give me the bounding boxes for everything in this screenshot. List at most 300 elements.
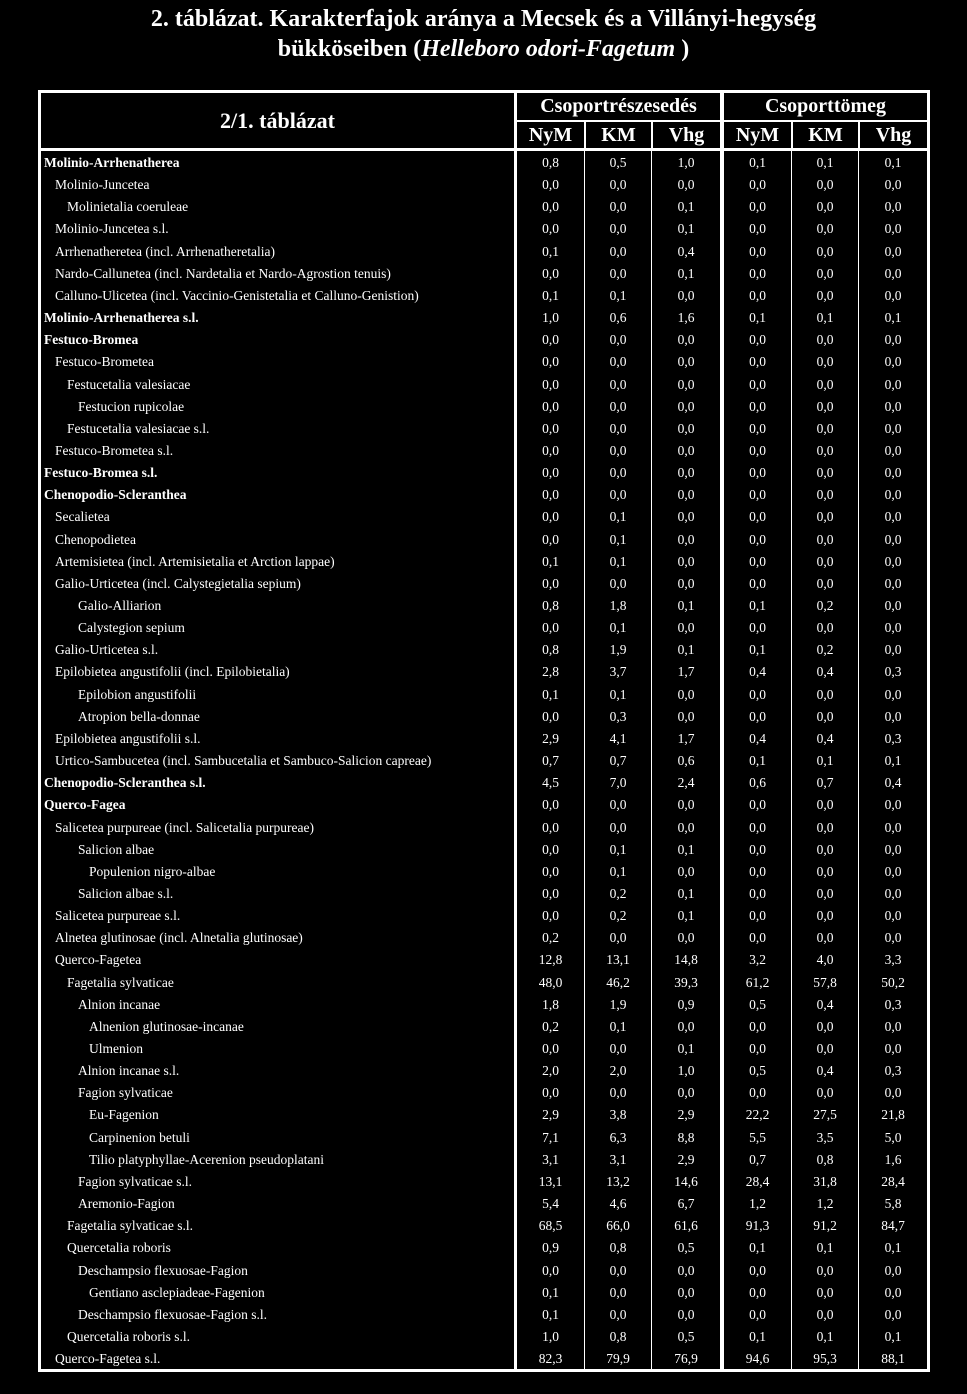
row-value: 2,0	[542, 1063, 559, 1079]
row-value: 0,1	[816, 155, 834, 170]
row-value: 0,0	[749, 420, 766, 436]
col-header-vhg-2: Vhg	[875, 123, 912, 146]
table-row	[41, 595, 927, 617]
row-value: 0,0	[884, 1041, 902, 1056]
row-value: 0,0	[677, 531, 695, 547]
row-value: 0,0	[609, 1262, 627, 1278]
row-value: 6,3	[609, 1129, 627, 1145]
row-value: 1,0	[677, 1063, 695, 1079]
row-value: 0,0	[609, 398, 627, 414]
row-value: 0,0	[677, 354, 695, 370]
row-value: 0,0	[884, 797, 902, 813]
row-label: Artemisietea (incl. Artemisietalia et Arction lappae)	[55, 553, 335, 569]
row-value: 0,0	[609, 1085, 627, 1101]
row-value: 5,5	[749, 1129, 766, 1145]
row-label: Deschampsio flexuosae-Fagion s.l.	[78, 1306, 267, 1322]
row-value: 0,0	[749, 332, 766, 348]
row-value: 0,0	[749, 797, 766, 813]
row-value: 0,1	[609, 287, 627, 303]
row-label: Ulmenion	[89, 1041, 143, 1056]
row-value: 0,0	[884, 509, 902, 525]
group-header-csoportreszesedes: Csoportrészesedés	[540, 95, 697, 117]
row-label: Arrhenatheretea (incl. Arrhenatheretalia)	[55, 243, 275, 259]
row-value: 0,0	[816, 1085, 834, 1101]
row-label: Populenion nigro-albae	[89, 863, 216, 879]
row-label: Galio-Alliarion	[78, 598, 162, 613]
col-header-vhg-1: Vhg	[668, 123, 705, 146]
col-header-nym-1: NyM	[528, 123, 573, 146]
row-value: 3,2	[749, 952, 766, 968]
row-value: 0,0	[677, 930, 695, 946]
row-value: 0,0	[542, 885, 559, 901]
row-value: 0,0	[884, 863, 902, 879]
row-label: Festucetalia valesiacae s.l.	[67, 420, 210, 436]
row-value: 0,0	[816, 221, 834, 237]
row-value: 28,4	[745, 1173, 770, 1189]
table-row	[41, 684, 927, 706]
row-label: Fagion sylvaticae s.l.	[78, 1173, 192, 1189]
row-value: 0,0	[749, 863, 766, 879]
row-value: 0,0	[677, 797, 695, 813]
row-value: 0,0	[609, 265, 627, 281]
row-value: 0,0	[884, 642, 902, 658]
table-row	[41, 1038, 927, 1060]
table-row	[41, 661, 927, 683]
row-label: Chenopodio-Scleranthea s.l.	[44, 775, 206, 791]
row-value: 1,0	[542, 310, 559, 326]
row-label: Epilobietea angustifolii (incl. Epilobietalia)	[55, 664, 290, 680]
row-label: Galio-Urticetea s.l.	[55, 642, 159, 658]
row-value: 0,0	[884, 598, 902, 613]
table-row	[41, 949, 927, 971]
row-value: 0,0	[542, 863, 559, 879]
row-value: 0,0	[884, 465, 902, 481]
row-value: 13,1	[538, 1173, 563, 1189]
row-value: 0,0	[542, 841, 559, 857]
row-value: 0,0	[816, 376, 834, 392]
row-label: Festucetalia valesiacae	[67, 376, 191, 392]
row-value: 0,0	[816, 841, 834, 857]
row-value: 1,7	[677, 730, 695, 746]
row-value: 0,8	[542, 155, 559, 170]
row-value: 0,0	[542, 332, 559, 348]
row-value: 1,2	[816, 1196, 834, 1212]
row-value: 0,0	[749, 354, 766, 370]
row-label: Atropion bella-donnae	[78, 708, 200, 724]
row-label: Alnion incanae	[78, 996, 161, 1012]
row-value: 95,3	[813, 1351, 837, 1367]
row-value: 0,0	[749, 885, 766, 901]
row-value: 0,0	[542, 708, 559, 724]
table-header	[41, 93, 927, 151]
row-value: 0,0	[677, 509, 695, 525]
row-value: 0,6	[609, 310, 627, 326]
row-value: 0,4	[816, 1063, 834, 1079]
row-value: 0,4	[816, 664, 834, 680]
row-label: Carpinenion betuli	[89, 1129, 190, 1145]
row-value: 0,0	[816, 531, 834, 547]
row-value: 0,7	[749, 1151, 766, 1167]
row-value: 0,5	[749, 996, 766, 1012]
row-value: 1,8	[542, 996, 559, 1012]
row-value: 0,1	[542, 553, 559, 569]
row-value: 0,0	[542, 376, 559, 392]
row-value: 0,0	[816, 1018, 834, 1034]
row-value: 0,7	[816, 775, 834, 791]
row-value: 2,9	[542, 730, 559, 746]
row-value: 88,1	[881, 1351, 905, 1367]
row-label: Epilobion angustifolii	[78, 686, 197, 702]
row-value: 1,9	[609, 642, 627, 658]
row-value: 0,1	[884, 310, 902, 326]
page-title	[0, 4, 967, 64]
row-value: 0,0	[677, 686, 695, 702]
col-header-nym-2: NyM	[735, 123, 780, 146]
row-value: 0,0	[884, 1306, 902, 1322]
row-value: 1,8	[609, 598, 627, 613]
row-label: Epilobietea angustifolii s.l.	[55, 730, 201, 746]
row-label: Tilio platyphyllae-Acerenion pseudoplatani	[89, 1151, 324, 1167]
row-value: 0,1	[609, 1018, 627, 1034]
col-header-km-2: KM	[808, 123, 843, 146]
row-label: Querco-Fagetea	[55, 952, 142, 968]
row-value: 0,1	[884, 1240, 902, 1256]
table-row	[41, 1237, 927, 1259]
table-row	[41, 529, 927, 551]
row-value: 0,0	[677, 487, 695, 503]
row-value: 0,2	[542, 1018, 559, 1034]
row-value: 0,0	[749, 1284, 766, 1300]
row-label: Urtico-Sambucetea (incl. Sambucetalia et Sambuco-Salicion capreae)	[55, 753, 432, 769]
row-label: Molinio-Juncetea s.l.	[55, 221, 169, 237]
row-value: 0,0	[542, 420, 559, 436]
row-value: 0,0	[749, 930, 766, 946]
row-value: 0,1	[816, 1240, 834, 1256]
row-value: 0,1	[542, 1284, 559, 1300]
row-value: 2,0	[609, 1063, 627, 1079]
row-value: 0,0	[609, 199, 627, 215]
row-value: 1,6	[884, 1151, 902, 1167]
row-label: Aremonio-Fagion	[78, 1196, 175, 1212]
row-value: 0,0	[749, 686, 766, 702]
row-value: 0,0	[609, 1041, 627, 1056]
table-row	[41, 1016, 927, 1038]
row-label: Festucion rupicolae	[78, 398, 185, 414]
row-value: 13,2	[606, 1173, 630, 1189]
row-value: 48,0	[538, 974, 563, 990]
row-value: 0,0	[677, 1284, 695, 1300]
row-value: 1,0	[677, 155, 695, 170]
row-value: 0,1	[884, 1328, 902, 1344]
row-value: 0,0	[816, 553, 834, 569]
row-value: 91,3	[745, 1218, 770, 1234]
row-value: 0,0	[677, 1306, 695, 1322]
row-value: 0,1	[677, 598, 695, 613]
row-label: Chenopodietea	[55, 531, 136, 547]
table-row	[41, 152, 927, 174]
row-label: Molinietalia coeruleae	[67, 199, 189, 215]
row-value: 0,0	[884, 1085, 902, 1101]
row-value: 0,0	[609, 243, 627, 259]
row-label: Molinio-Arrhenatherea	[44, 155, 180, 170]
row-label: Alnetea glutinosae (incl. Alnetalia glutinosae)	[55, 930, 303, 946]
row-value: 0,0	[677, 376, 695, 392]
table-row	[41, 728, 927, 750]
row-value: 2,9	[677, 1107, 695, 1123]
row-label: Secalietea	[55, 509, 110, 525]
row-value: 0,1	[677, 841, 695, 857]
row-label: Salicion albae s.l.	[78, 885, 174, 901]
table-row	[41, 506, 927, 528]
row-value: 0,1	[677, 199, 695, 215]
title-line-2-post: )	[675, 36, 690, 62]
row-value: 0,0	[816, 265, 834, 281]
row-value: 0,0	[749, 908, 766, 924]
row-value: 0,9	[677, 996, 695, 1012]
row-value: 0,0	[884, 819, 902, 835]
title-line-2	[0, 34, 967, 64]
row-value: 0,0	[884, 354, 902, 370]
row-label: Festuco-Bromea	[44, 332, 139, 348]
row-value: 0,4	[816, 996, 834, 1012]
row-value: 0,1	[677, 1041, 695, 1056]
row-value: 0,2	[816, 598, 834, 613]
row-value: 14,6	[674, 1173, 698, 1189]
row-value: 0,0	[542, 531, 559, 547]
table-row	[41, 1082, 927, 1104]
table-row	[41, 285, 927, 307]
row-value: 0,0	[884, 908, 902, 924]
row-value: 50,2	[881, 974, 905, 990]
row-value: 0,6	[749, 775, 766, 791]
row-value: 0,0	[816, 686, 834, 702]
row-value: 0,0	[749, 1018, 766, 1034]
row-value: 0,3	[884, 1063, 902, 1079]
row-value: 0,2	[816, 642, 834, 658]
row-value: 0,0	[749, 553, 766, 569]
row-value: 3,8	[609, 1107, 627, 1123]
row-value: 3,7	[609, 664, 627, 680]
row-value: 0,0	[677, 819, 695, 835]
row-value: 0,0	[677, 1085, 695, 1101]
row-value: 0,0	[884, 1284, 902, 1300]
row-value: 0,0	[884, 199, 902, 215]
table-row	[41, 1215, 927, 1237]
row-value: 31,8	[813, 1173, 837, 1189]
row-value: 0,0	[542, 819, 559, 835]
row-value: 0,1	[542, 243, 559, 259]
row-value: 0,0	[749, 1041, 766, 1056]
table-row	[41, 1171, 927, 1193]
row-value: 0,1	[749, 155, 766, 170]
table-row	[41, 861, 927, 883]
row-value: 0,1	[677, 221, 695, 237]
row-value: 0,3	[884, 996, 902, 1012]
row-value: 0,0	[542, 199, 559, 215]
row-value: 0,3	[609, 708, 627, 724]
row-label: Alnenion glutinosae-incanae	[89, 1018, 244, 1034]
row-value: 0,8	[609, 1328, 627, 1344]
row-value: 0,4	[816, 730, 834, 746]
row-value: 0,0	[677, 553, 695, 569]
table-row	[41, 706, 927, 728]
group-header-csoporttomeg: Csoporttömeg	[764, 95, 887, 117]
row-value: 0,0	[816, 708, 834, 724]
row-value: 0,0	[749, 221, 766, 237]
row-label: Querco-Fagetea s.l.	[55, 1351, 161, 1367]
row-value: 0,0	[749, 575, 766, 591]
row-value: 0,9	[542, 1240, 559, 1256]
table-row	[41, 1260, 927, 1282]
row-value: 22,2	[745, 1107, 770, 1123]
row-value: 2,8	[542, 664, 559, 680]
row-value: 0,0	[542, 509, 559, 525]
row-value: 0,0	[609, 1306, 627, 1322]
row-value: 0,1	[609, 553, 627, 569]
row-value: 0,0	[542, 620, 559, 636]
row-value: 0,0	[749, 1085, 766, 1101]
row-value: 1,6	[677, 310, 695, 326]
row-value: 0,0	[816, 1041, 834, 1056]
row-value: 91,2	[813, 1218, 837, 1234]
row-value: 0,0	[816, 885, 834, 901]
row-value: 0,0	[609, 797, 627, 813]
row-value: 0,5	[677, 1328, 695, 1344]
title-line-2-pre: bükköseiben (	[277, 36, 422, 62]
row-value: 0,0	[816, 908, 834, 924]
row-value: 3,1	[609, 1151, 627, 1167]
row-value: 0,0	[677, 1262, 695, 1278]
row-label: Quercetalia roboris	[67, 1240, 171, 1256]
row-value: 2,9	[677, 1151, 695, 1167]
row-value: 68,5	[538, 1218, 563, 1234]
data-table	[38, 90, 930, 1372]
row-label: Deschampsio flexuosae-Fagion	[78, 1262, 248, 1278]
row-value: 0,5	[749, 1063, 766, 1079]
row-label: Calystegion sepium	[78, 620, 185, 636]
row-value: 0,0	[609, 819, 627, 835]
table-label: 2/1. táblázat	[220, 107, 335, 133]
row-value: 12,8	[538, 952, 563, 968]
row-value: 4,1	[609, 730, 627, 746]
row-value: 0,0	[816, 398, 834, 414]
row-value: 0,0	[816, 199, 834, 215]
row-value: 5,0	[884, 1129, 902, 1145]
row-value: 0,0	[542, 221, 559, 237]
row-value: 0,0	[884, 376, 902, 392]
row-value: 0,0	[749, 465, 766, 481]
row-value: 0,0	[816, 420, 834, 436]
row-value: 0,0	[816, 465, 834, 481]
row-value: 0,0	[609, 376, 627, 392]
table-row	[41, 1104, 927, 1126]
table-row	[41, 1282, 927, 1304]
row-value: 0,0	[884, 221, 902, 237]
row-value: 0,1	[677, 642, 695, 658]
table-row	[41, 1348, 927, 1370]
row-value: 0,0	[609, 1284, 627, 1300]
table-row	[41, 396, 927, 418]
row-value: 0,0	[884, 686, 902, 702]
table-row	[41, 374, 927, 396]
row-value: 0,0	[749, 841, 766, 857]
row-label: Molinio-Juncetea	[55, 177, 150, 193]
row-value: 0,0	[884, 177, 902, 193]
row-label: Alnion incanae s.l.	[78, 1063, 180, 1079]
row-value: 0,1	[609, 620, 627, 636]
row-value: 0,7	[609, 753, 627, 769]
row-label: Querco-Fagea	[44, 797, 126, 813]
row-value: 0,0	[677, 177, 695, 193]
table-row	[41, 972, 927, 994]
row-value: 0,1	[609, 509, 627, 525]
row-value: 4,0	[816, 952, 834, 968]
table-row	[41, 573, 927, 595]
row-value: 0,0	[542, 1085, 559, 1101]
row-value: 0,0	[609, 465, 627, 481]
row-value: 0,0	[816, 863, 834, 879]
row-value: 27,5	[813, 1107, 837, 1123]
row-value: 0,0	[749, 177, 766, 193]
row-value: 0,1	[749, 1328, 766, 1344]
table-row	[41, 462, 927, 484]
row-value: 0,0	[542, 177, 559, 193]
col-header-km-1: KM	[601, 123, 636, 146]
row-value: 0,8	[609, 1240, 627, 1256]
table-row	[41, 1326, 927, 1348]
row-value: 1,7	[677, 664, 695, 680]
row-value: 0,0	[677, 863, 695, 879]
row-value: 0,0	[609, 332, 627, 348]
table-row	[41, 551, 927, 573]
row-value: 2,4	[677, 775, 695, 791]
row-value: 0,0	[884, 442, 902, 458]
row-value: 0,0	[542, 354, 559, 370]
row-value: 0,4	[677, 243, 695, 259]
row-value: 0,1	[677, 908, 695, 924]
row-value: 0,8	[542, 598, 559, 613]
row-value: 0,0	[816, 287, 834, 303]
row-value: 0,0	[884, 575, 902, 591]
row-value: 7,0	[609, 775, 627, 791]
row-value: 0,0	[609, 930, 627, 946]
row-value: 13,1	[606, 952, 630, 968]
row-value: 0,0	[816, 354, 834, 370]
row-value: 0,0	[749, 398, 766, 414]
row-value: 0,1	[749, 598, 766, 613]
row-value: 0,0	[542, 1262, 559, 1278]
row-value: 0,1	[542, 686, 559, 702]
row-value: 57,8	[813, 974, 837, 990]
row-value: 0,0	[749, 487, 766, 503]
row-value: 0,0	[816, 442, 834, 458]
row-value: 0,0	[816, 797, 834, 813]
row-value: 0,0	[816, 1306, 834, 1322]
row-value: 0,1	[749, 1240, 766, 1256]
row-value: 0,4	[749, 730, 766, 746]
row-value: 0,2	[609, 885, 627, 901]
row-value: 4,5	[542, 775, 559, 791]
row-value: 0,0	[542, 398, 559, 414]
row-value: 3,1	[542, 1151, 559, 1167]
row-value: 76,9	[674, 1351, 698, 1367]
table-row	[41, 174, 927, 196]
row-value: 0,0	[884, 841, 902, 857]
table-row	[41, 994, 927, 1016]
row-value: 0,0	[542, 908, 559, 924]
row-value: 0,0	[542, 265, 559, 281]
row-value: 0,0	[816, 177, 834, 193]
